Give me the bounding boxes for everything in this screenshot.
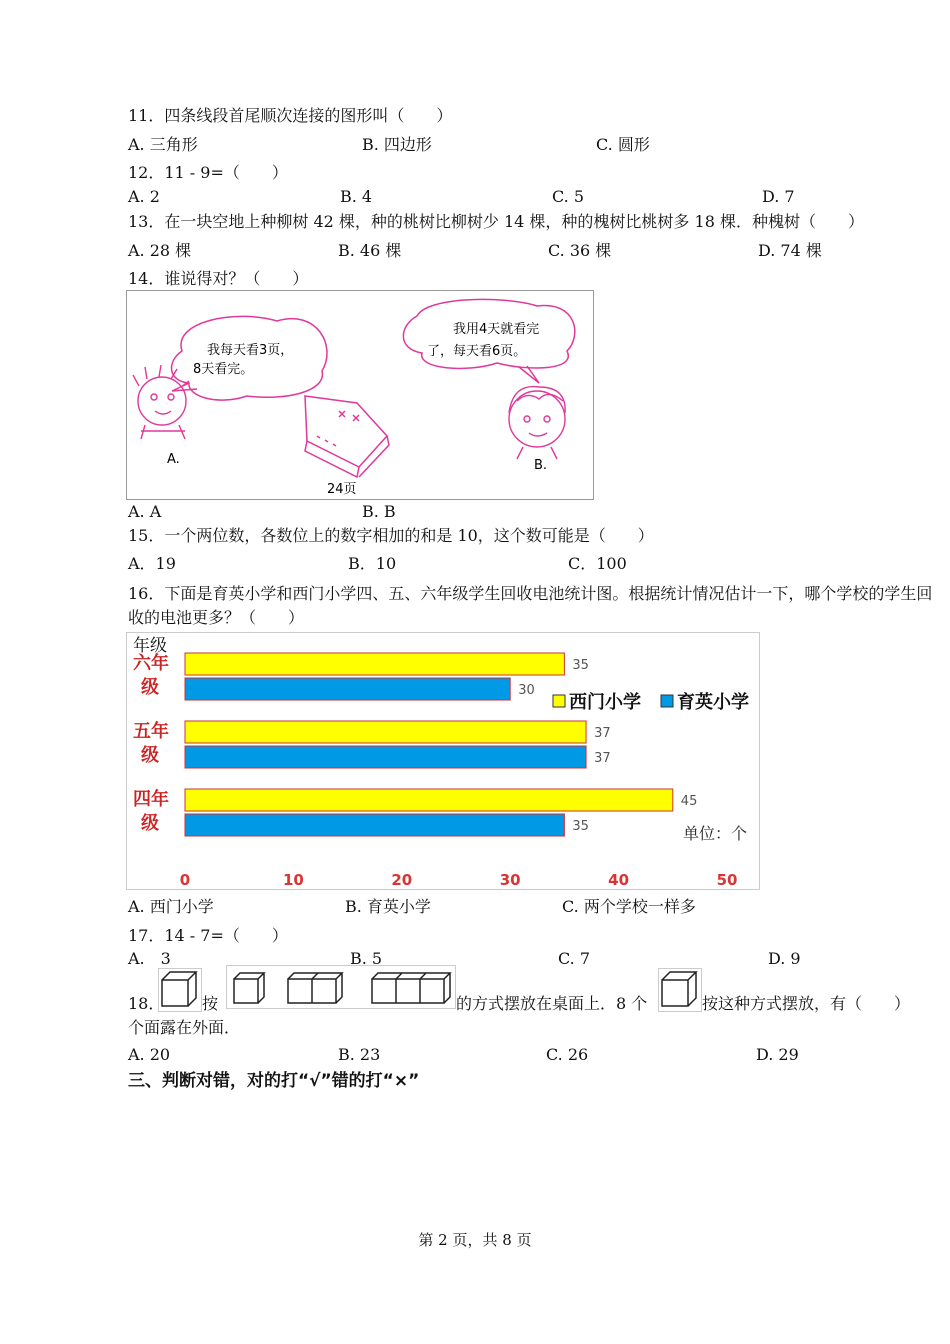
- x-tick-label: 20: [391, 871, 413, 889]
- data-label: 45: [680, 794, 698, 809]
- q18-line2: 个面露在外面．: [128, 1018, 241, 1037]
- q18-option-c: C. 26: [546, 1045, 589, 1064]
- boy-b-icon: [509, 387, 565, 459]
- label-a: A.: [167, 452, 180, 467]
- q12-option-d: D. 7: [762, 187, 795, 206]
- question-11: 11．四条线段首尾顺次连接的图形叫（ ）: [128, 106, 453, 125]
- x-tick-label: 40: [608, 871, 630, 889]
- x-tick-label: 10: [282, 871, 304, 889]
- question-13: 13．在一块空地上种柳树 42 棵，种的桃树比柳树少 14 棵，种的槐树比桃树多 18 棵．种槐树（ ）: [128, 212, 864, 231]
- data-label: 30: [518, 683, 535, 698]
- bar: [185, 789, 673, 811]
- q17-option-b: B. 5: [350, 949, 383, 968]
- q16-chart: [126, 632, 760, 890]
- q16-option-c: C. 两个学校一样多: [562, 897, 696, 916]
- bubble-a-line1: 我每天看3页，: [207, 343, 294, 358]
- bubble-a-line2: 8天看完。: [193, 362, 254, 377]
- bar-chart-svg: [127, 633, 759, 889]
- category-label: 四年: [133, 789, 169, 810]
- q13-option-a: A. 28 棵: [128, 241, 192, 260]
- q18-option-d: D. 29: [756, 1045, 799, 1064]
- label-b: B.: [534, 458, 548, 473]
- q12-option-c: C. 5: [552, 187, 585, 206]
- page-footer: 第 2 页，共 8 页: [418, 1231, 532, 1249]
- q11-option-c: C. 圆形: [596, 135, 650, 154]
- book-icon: [305, 396, 389, 477]
- q12-option-a: A. 2: [128, 187, 160, 206]
- q15-option-b: B．10: [348, 554, 397, 573]
- category-label: 级: [141, 745, 159, 766]
- q11-option-a: A. 三角形: [128, 135, 198, 154]
- bubble-b-line1: 我用4天就看完: [453, 322, 540, 337]
- data-label: 35: [572, 819, 589, 834]
- q17-option-c: C. 7: [558, 949, 591, 968]
- bar: [185, 678, 510, 700]
- x-tick-label: 50: [716, 871, 738, 889]
- q16-option-b: B. 育英小学: [345, 897, 431, 916]
- q13-option-b: B. 46 棵: [338, 241, 402, 260]
- cube-arrangement-icon: [226, 965, 456, 1009]
- data-label: 37: [594, 726, 611, 741]
- x-tick-label: 30: [499, 871, 521, 889]
- q14-figure: [126, 290, 594, 500]
- single-cube-icon-2: [658, 968, 702, 1012]
- legend-swatch: [553, 695, 565, 707]
- q13-option-c: C. 36 棵: [548, 241, 612, 260]
- category-label: 级: [141, 677, 159, 698]
- q18-option-a: A. 20: [128, 1045, 171, 1064]
- q16-option-a: A. 西门小学: [128, 897, 214, 916]
- boy-a-icon: [133, 365, 189, 439]
- q18-mid1: 按: [202, 994, 219, 1013]
- q15-option-a: A．19: [128, 554, 176, 573]
- q13-option-d: D. 74 棵: [758, 241, 822, 260]
- data-label: 35: [572, 658, 589, 673]
- q17-option-a: A. 3: [128, 949, 171, 968]
- q14-option-b: B. B: [362, 502, 396, 521]
- section-heading: 三、判断对错，对的打“√”错的打“×”: [128, 1071, 420, 1091]
- bar: [185, 814, 564, 836]
- question-15: 15．一个两位数，各数位上的数字相加的和是 10，这个数可能是（ ）: [128, 526, 654, 545]
- question-16: 16．下面是育英小学和西门小学四、五、六年级学生回收电池统计图。根据统计情况估计一下，哪个学校的学生回收的电池更多？（ ）: [128, 584, 933, 627]
- q18-mid3: 按这种方式摆放，有（ ）: [702, 994, 911, 1013]
- q11-option-b: B. 四边形: [362, 135, 432, 154]
- q17-option-d: D. 9: [768, 949, 801, 968]
- category-label: 六年: [133, 653, 169, 674]
- legend-label: 育英小学: [677, 692, 749, 713]
- legend-swatch: [661, 695, 673, 707]
- book-page-label: 24页: [327, 482, 357, 497]
- q18-mid2: 的方式摆放在桌面上．8 个: [456, 994, 648, 1013]
- question-17: 17．14 - 7=（ ）: [128, 926, 288, 945]
- question-12: 12．11 - 9=（ ）: [128, 163, 288, 182]
- x-tick-label: 0: [179, 871, 191, 889]
- unit-label: 单位：个: [683, 824, 748, 843]
- q15-option-c: C．100: [568, 554, 627, 573]
- category-label: 级: [141, 813, 159, 834]
- single-cube-icon: [158, 968, 202, 1012]
- y-axis-title: 年级: [133, 636, 167, 656]
- question-14: 14．谁说得对？（ ）: [128, 269, 309, 288]
- q18-option-b: B. 23: [338, 1045, 381, 1064]
- bar: [185, 653, 564, 675]
- bubble-b-line2: 了，每天看6页。: [427, 344, 527, 359]
- q14-illustration: [127, 291, 593, 499]
- speech-bubble-a: [172, 316, 327, 400]
- legend-label: 西门小学: [569, 692, 641, 713]
- q14-option-a: A. A: [128, 502, 162, 521]
- bar: [185, 721, 586, 743]
- bar: [185, 746, 586, 768]
- data-label: 37: [594, 751, 611, 766]
- q12-option-b: B. 4: [340, 187, 373, 206]
- q18-prefix: 18．: [128, 994, 165, 1013]
- category-label: 五年: [133, 721, 169, 742]
